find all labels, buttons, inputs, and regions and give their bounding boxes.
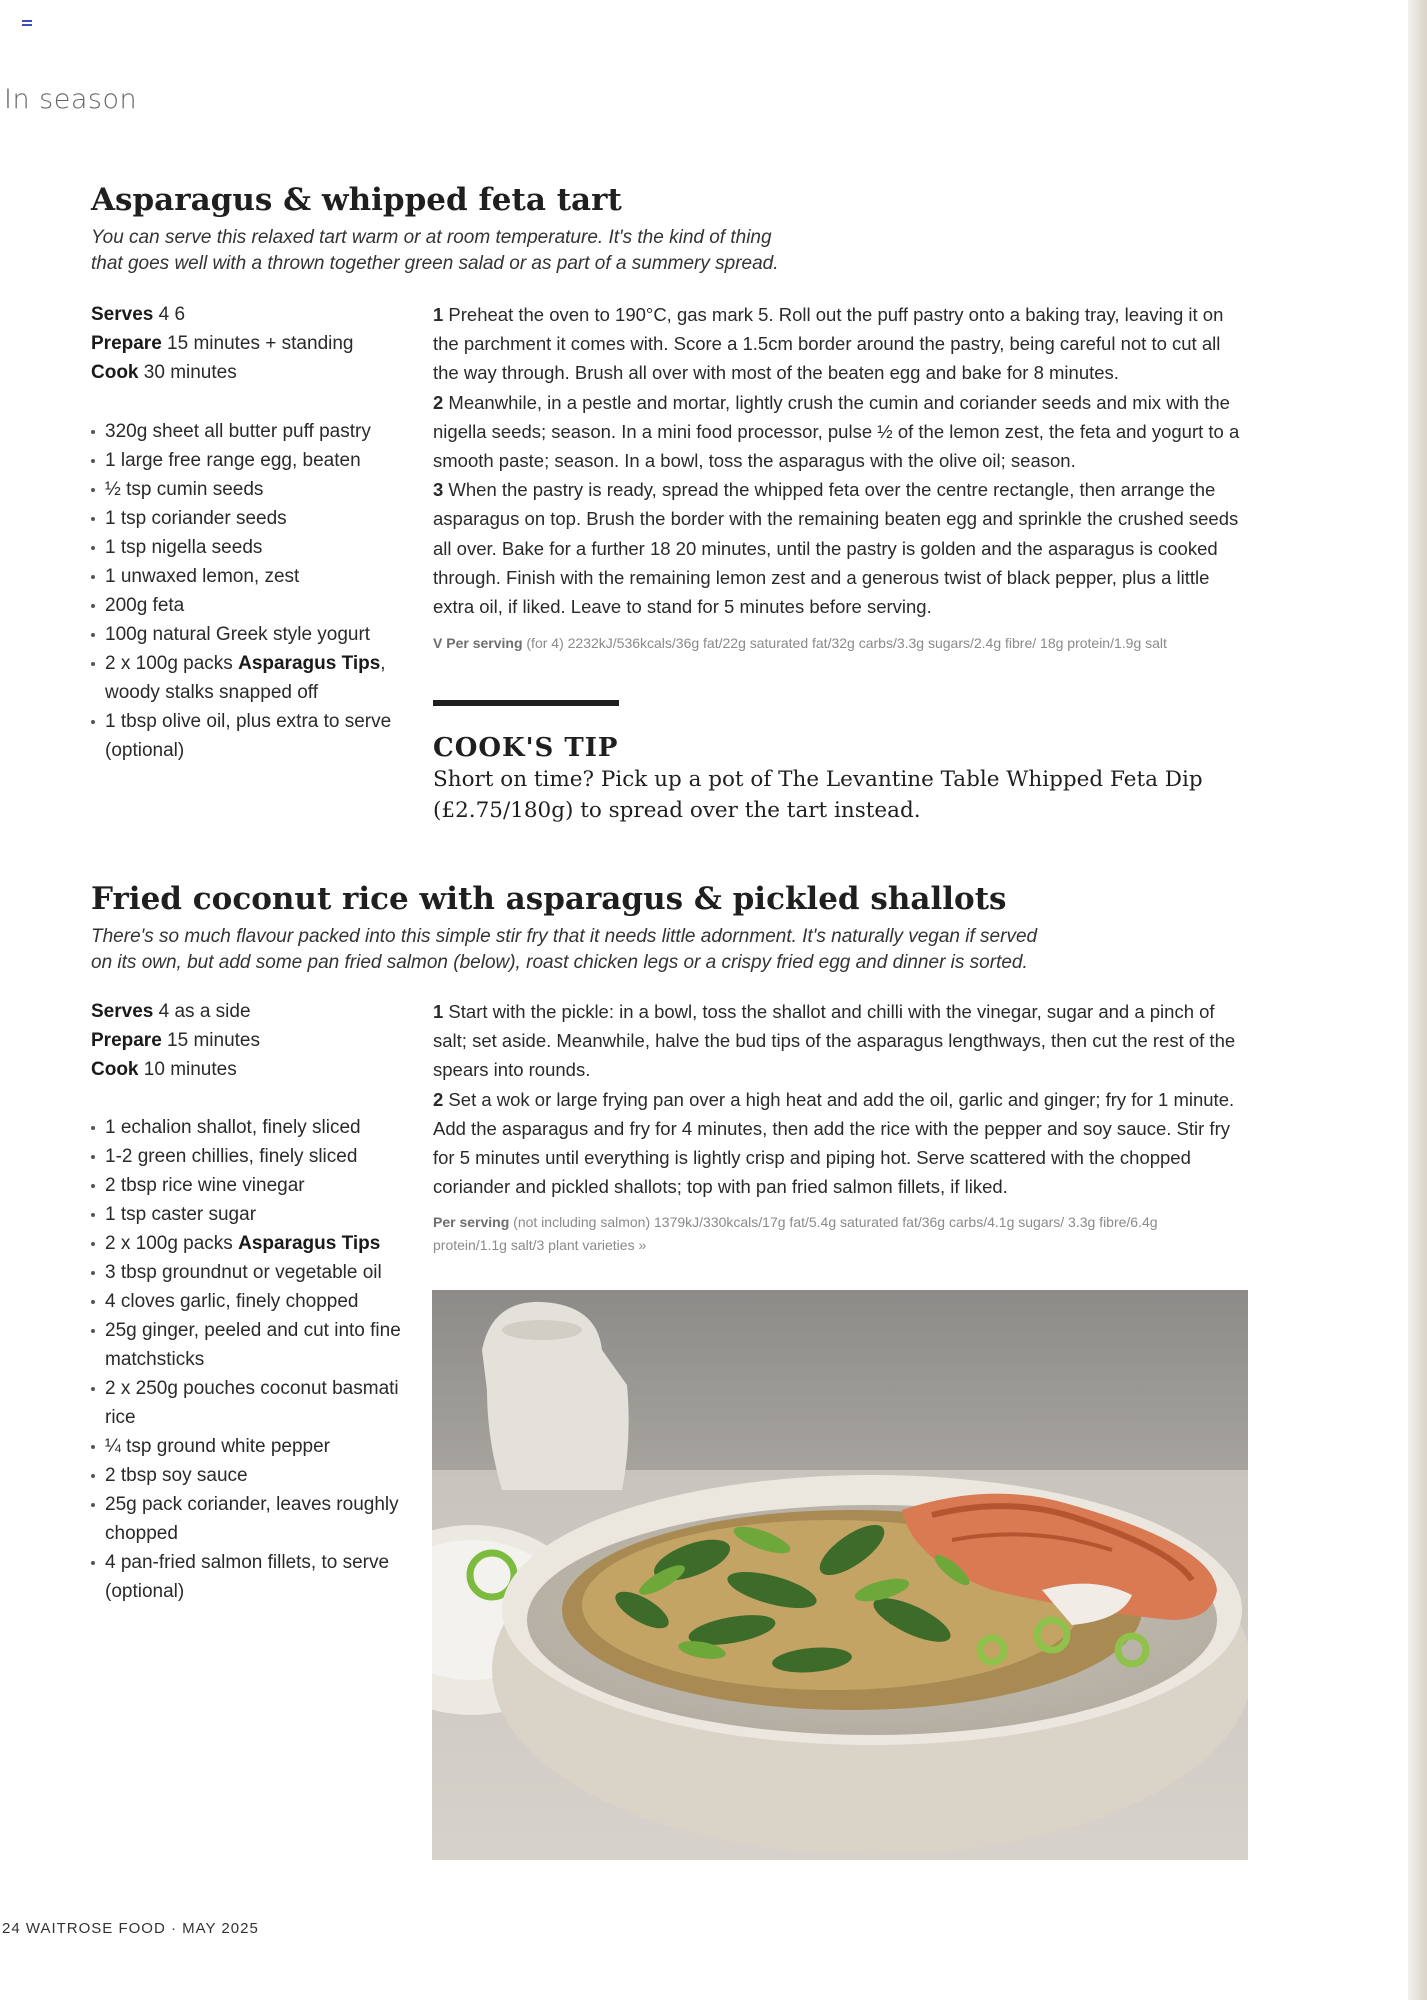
- ingredient-item: 1 large free range egg, beaten: [91, 446, 421, 475]
- section-label: In season: [4, 84, 138, 115]
- ingredient-item: 4 cloves garlic, finely chopped: [91, 1287, 401, 1316]
- nutrition-rice: Per serving (not including salmon) 1379kJ/330kcals/17g fat/5.4g saturated fat/36g carbs/4.1g sugars/ 3.3g fibre/6.4g protein/1.1g salt/3 plant varieties »: [433, 1214, 1158, 1253]
- ingredient-item: 1 unwaxed lemon, zest: [91, 562, 421, 591]
- recipe-title-tart: Asparagus & whipped feta tart: [91, 182, 622, 218]
- ingredient-item: 25g pack coriander, leaves roughly chopped: [91, 1490, 401, 1548]
- ingredient-item: 25g ginger, peeled and cut into fine matchsticks: [91, 1316, 401, 1374]
- cooks-tip-text: Short on time? Pick up a pot of The Levantine Table Whipped Feta Dip (£2.75/180g) to spread over the tart instead.: [433, 767, 1203, 823]
- prepare-line: Prepare 15 minutes + standing: [91, 333, 354, 354]
- ingredient-item: 2 x 100g packs Asparagus Tips, woody stalks snapped off: [91, 649, 421, 707]
- ingredient-item: 1-2 green chillies, finely sliced: [91, 1142, 401, 1171]
- cook-line: Cook 10 minutes: [91, 1059, 237, 1080]
- recipe-meta-tart: [91, 300, 354, 387]
- nutrition-tart: V Per serving (for 4) 2232kJ/536kcals/36g fat/22g saturated fat/32g carbs/3.3g sugars/2.4g fibre/ 18g protein/1.9g salt: [433, 635, 1167, 651]
- method-tart: [433, 300, 1248, 621]
- step-text: When the pastry is ready, spread the whipped feta over the centre rectangle, then arrange the asparagus on top. Brush the border with the remaining beaten egg and sprinkle the crushed seeds all over. Bake for a further 18 20 minutes, until the pastry is golden and the asparagus is cooked through. Finish with the remaining lemon zest and a generous twist of black pepper, plus a little extra oil, if liked. Leave to stand for 5 minutes before serving.: [433, 479, 1239, 618]
- serves-line: Serves 4 6: [91, 304, 186, 325]
- step-number: 1: [433, 304, 444, 325]
- ingredient-item: 4 pan-fried salmon fillets, to serve (optional): [91, 1548, 401, 1606]
- cooks-tip-heading: COOK'S TIP: [433, 733, 619, 763]
- ingredient-list-tart: [91, 417, 421, 765]
- method-rice: [433, 997, 1248, 1201]
- cooks-tip-rule: [433, 700, 619, 706]
- recipe-intro-tart: You can serve this relaxed tart warm or at room temperature. It's the kind of thing that goes well with a thrown together green salad or as part of a summery spread.: [91, 227, 779, 274]
- method-step: [433, 997, 1248, 1085]
- ingredient-item: 2 tbsp soy sauce: [91, 1461, 401, 1490]
- ingredient-item: 200g feta: [91, 591, 421, 620]
- ingredient-item: 1 tbsp olive oil, plus extra to serve (optional): [91, 707, 421, 765]
- ingredient-list-rice: [91, 1113, 401, 1606]
- step-text: Set a wok or large frying pan over a high heat and add the oil, garlic and ginger; fry for 1 minute. Add the asparagus and fry for 4 minutes, then add the rice with the pepper and soy sauce. Stir fry for 5 minutes until everything is lightly crisp and piping hot. Serve scattered with the chopped coriander and pickled shallots; top with pan fried salmon fillets, if liked.: [433, 1088, 1235, 1198]
- ingredient-item: 2 x 100g packs Asparagus Tips: [91, 1229, 401, 1258]
- step-number: 1: [433, 1001, 444, 1022]
- recipe-meta-rice: [91, 997, 260, 1084]
- method-step: [433, 475, 1248, 621]
- ingredient-item: 320g sheet all butter puff pastry: [91, 417, 421, 446]
- recipe-intro-rice: There's so much flavour packed into this simple stir fry that it needs little adornment. It's naturally vegan if served on its own, but add some pan fried salmon (below), roast chicken legs or a crispy fried egg and dinner is sorted.: [91, 926, 1038, 973]
- ingredient-item: 100g natural Greek style yogurt: [91, 620, 421, 649]
- step-number: 2: [433, 391, 444, 413]
- method-step: [433, 1085, 1248, 1202]
- ingredient-item: 2 tbsp rice wine vinegar: [91, 1171, 401, 1200]
- method-step: [433, 388, 1248, 476]
- method-step: [433, 300, 1248, 388]
- page-footer: 24 WAITROSE FOOD · MAY 2025: [2, 1920, 259, 1937]
- serves-line: Serves 4 as a side: [91, 1001, 251, 1022]
- ingredient-item: 1 echalion shallot, finely sliced: [91, 1113, 401, 1142]
- recipe-photo-coconut-rice: [432, 1290, 1248, 1860]
- step-number: 2: [433, 1088, 444, 1110]
- ingredient-item: ½ tsp cumin seeds: [91, 475, 421, 504]
- ingredient-item: 1 tsp nigella seeds: [91, 533, 421, 562]
- step-text: Start with the pickle: in a bowl, toss the shallot and chilli with the vinegar, sugar and a pinch of salt; set aside. Meanwhile, halve the bud tips of the asparagus lengthways, then cut the rest of the spears into rounds.: [433, 1001, 1236, 1081]
- step-text: Meanwhile, in a pestle and mortar, lightly crush the cumin and coriander seeds and mix with the nigella seeds; season. In a mini food processor, pulse ½ of the lemon zest, the feta and yogurt to a smooth paste; season. In a bowl, toss the asparagus with the olive oil; season.: [433, 391, 1240, 472]
- prepare-line: Prepare 15 minutes: [91, 1030, 261, 1051]
- ingredient-item: 3 tbsp groundnut or vegetable oil: [91, 1258, 401, 1287]
- cook-line: Cook 30 minutes: [91, 362, 237, 383]
- page-edge-shadow: [1408, 0, 1427, 2000]
- recipe-title-rice: Fried coconut rice with asparagus & pickled shallots: [91, 881, 1007, 917]
- ingredient-item: 1 tsp coriander seeds: [91, 504, 421, 533]
- ingredient-item: ¼ tsp ground white pepper: [91, 1432, 401, 1461]
- step-text: Preheat the oven to 190°C, gas mark 5. Roll out the puff pastry onto a baking tray, leaving it on the parchment it comes with. Score a 1.5cm border around the pastry, being careful not to cut all the way through. Brush all over with most of the beaten egg and bake for 8 minutes.: [433, 304, 1224, 384]
- step-number: 3: [433, 479, 444, 501]
- menu-icon[interactable]: [22, 20, 32, 30]
- ingredient-item: 1 tsp caster sugar: [91, 1200, 401, 1229]
- ingredient-item: 2 x 250g pouches coconut basmati rice: [91, 1374, 401, 1432]
